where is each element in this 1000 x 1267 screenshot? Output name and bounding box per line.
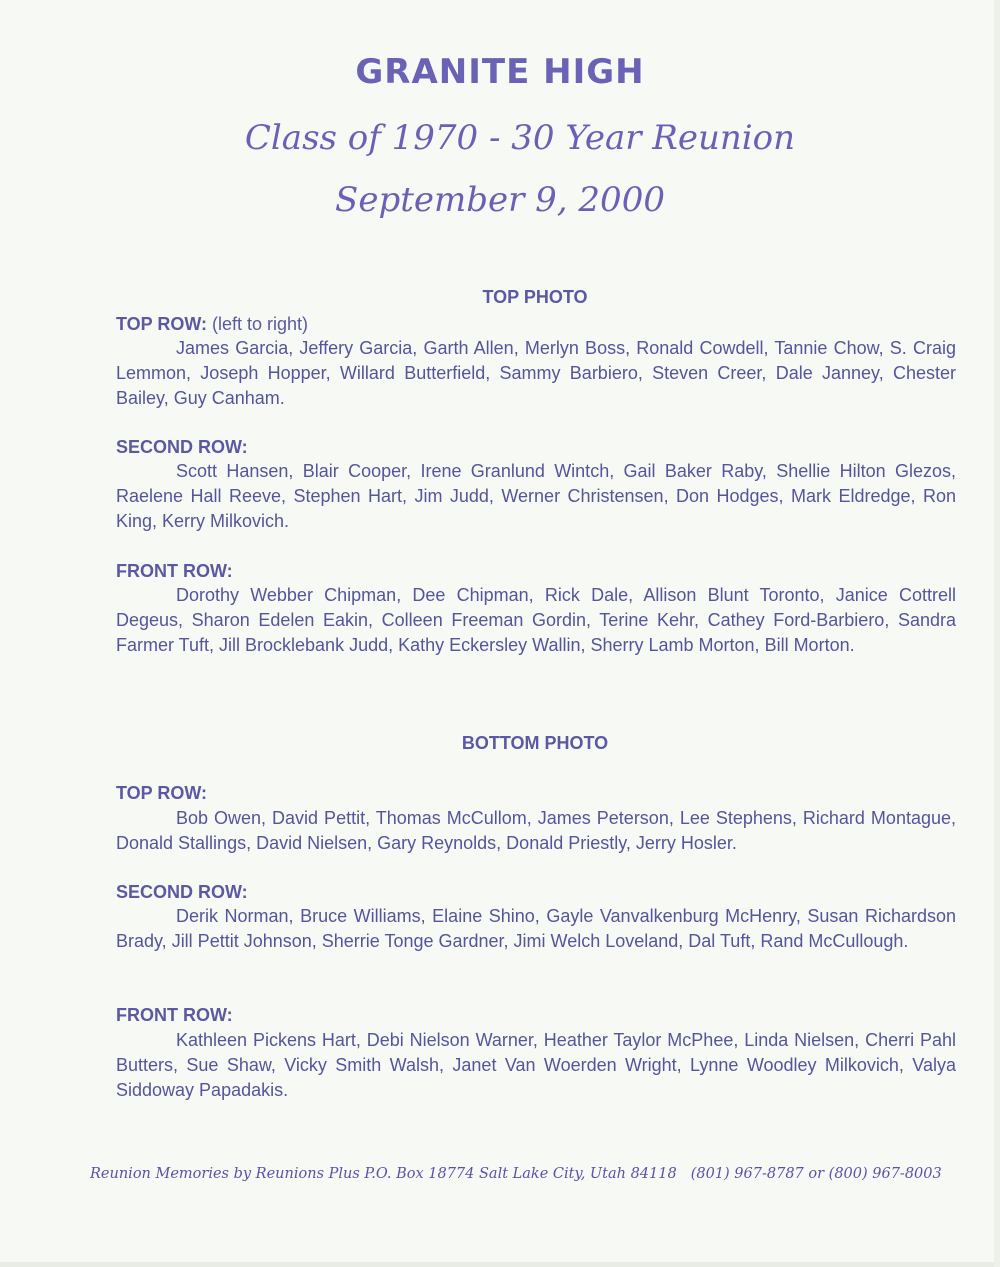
bottom-photo-second-row-label: SECOND ROW: (116, 882, 248, 902)
top-photo-heading: TOP PHOTO (482, 287, 588, 307)
bottom-photo-heading: BOTTOM PHOTO (461, 733, 609, 753)
bottom-photo-top-row-label: TOP ROW: (116, 783, 208, 803)
footer-address: Reunion Memories by Reunions Plus P.O. Box 18774 Salt Lake City, Utah 84118 (90, 1166, 677, 1182)
footer-credit (90, 1166, 970, 1182)
bottom-photo-top-row-names: Bob Owen, David Pettit, Thomas McCullom, James Peterson, Lee Stephens, Richard Montague, Donald Stallings, David Nielsen, Gary Reynolds, Donald Priestly, Jerry Hosler. (116, 808, 956, 853)
top-photo-top-row-names: James Garcia, Jeffery Garcia, Garth Allen, Merlyn Boss, Ronald Cowdell, Tannie Chow, S. Craig Lemmon, Joseph Hopper, Willard Butterfield, Sammy Barbiero, Steven Creer, Dale Janney, Chester Bailey, Guy Canham. (116, 338, 956, 408)
top-photo-front-row-label: FRONT ROW: (116, 561, 233, 581)
top-photo-front-row-names: Dorothy Webber Chipman, Dee Chipman, Rick Dale, Allison Blunt Toronto, Janice Cottrell Degeus, Sharon Edelen Eakin, Colleen Freeman Gordin, Terine Kehr, Cathey Ford-Barbiero, Sandra Farmer Tuft, Jill Brocklebank Judd, Kathy Eckersley Wallin, Sherry Lamb Morton, Bill Morton. (116, 585, 956, 655)
row-label-text: TOP ROW: (116, 314, 208, 334)
bottom-photo-front-row-names: Kathleen Pickens Hart, Debi Nielson Warner, Heather Taylor McPhee, Linda Nielsen, Cherri Pahl Butters, Sue Shaw, Vicky Smith Walsh, Janet Van Woerden Wright, Lynne Woodley Milkovich, Valya Siddoway Papadakis. (116, 1030, 956, 1100)
footer-phones: (801) 967-8787 or (800) 967-8003 (690, 1166, 942, 1182)
row-label-note: (left to right) (207, 314, 309, 334)
class-reunion-line: Class of 1970 - 30 Year Reunion (244, 118, 796, 158)
bottom-photo-second-row-names: Derik Norman, Bruce Williams, Elaine Shino, Gayle Vanvalkenburg McHenry, Susan Richardson Brady, Jill Pettit Johnson, Sherrie Tonge Gardner, Jimi Welch Loveland, Dal Tuft, Rand McCullough. (116, 906, 956, 951)
top-photo-second-row-label: SECOND ROW: (116, 437, 248, 457)
top-photo-second-row-names: Scott Hansen, Blair Cooper, Irene Granlund Wintch, Gail Baker Raby, Shellie Hilton Glezos, Raelene Hall Reeve, Stephen Hart, Jim Judd, Werner Christensen, Don Hodges, Mark Eldredge, Ron King, Kerry Milkovich. (116, 461, 956, 531)
bottom-photo-front-row-label: FRONT ROW: (116, 1005, 233, 1025)
school-title: GRANITE HIGH (355, 52, 645, 92)
reunion-date-line: September 9, 2000 (335, 180, 665, 220)
top-photo-top-row-label (116, 314, 308, 335)
